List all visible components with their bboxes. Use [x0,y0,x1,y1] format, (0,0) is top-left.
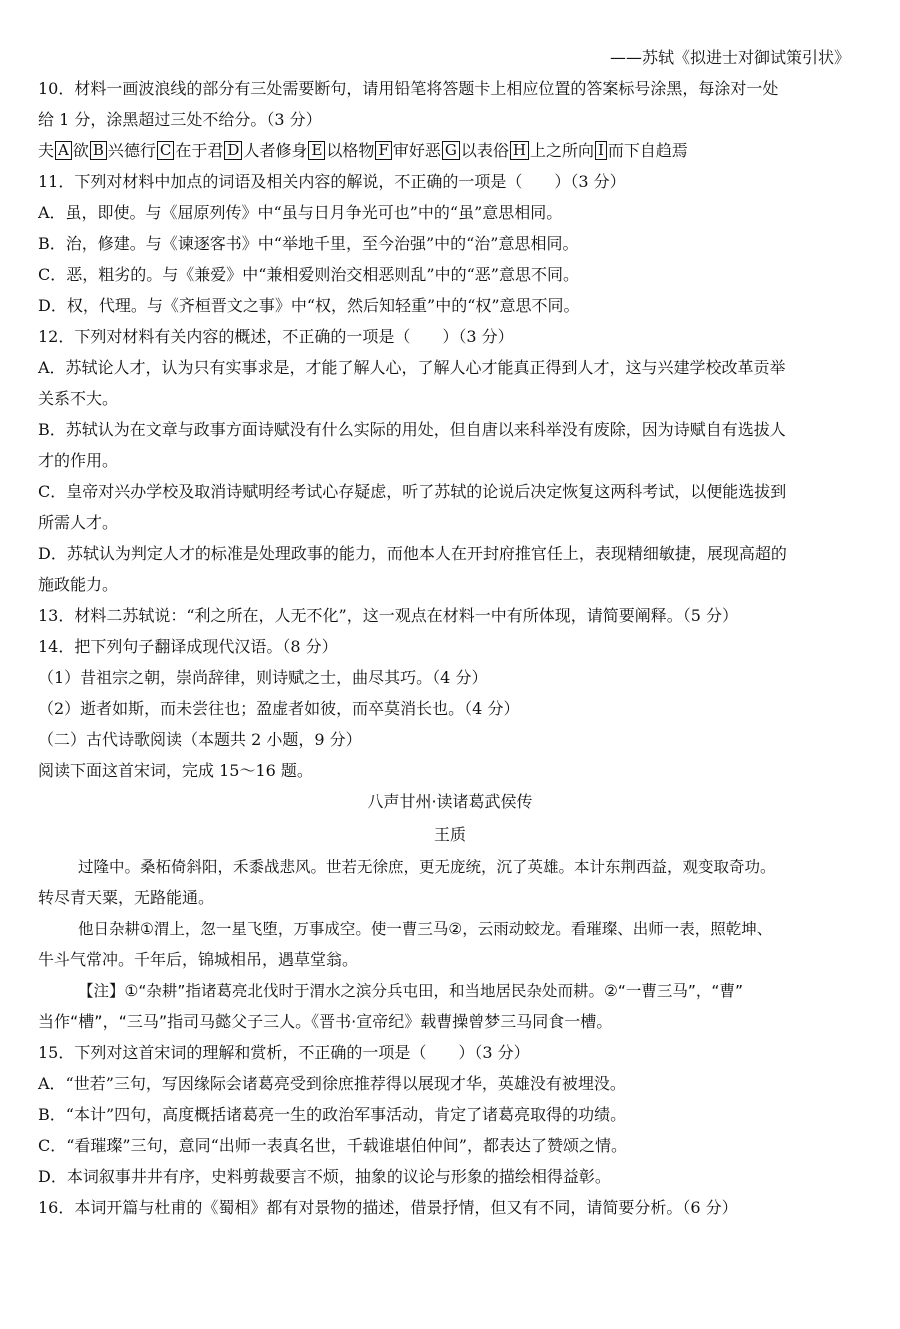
segment-1: 夫 A [38,141,73,160]
segment-2: 欲 B [73,141,108,160]
segment-9: 上之所向 I [530,141,608,160]
poem-stanza2-line2: 牛斗气常冲。千年后，锦城相吊，遇草堂翁。 [38,950,359,969]
q11-option-d: D．权，代理。与《齐桓晋文之事》中“权，然后知轻重”中的“权”意思不同。 [38,296,580,315]
mark-d[interactable]: D [224,141,242,160]
mark-h[interactable]: H [510,141,529,160]
mark-c[interactable]: C [157,141,174,160]
q11-option-b: B．治，修建。与《谏逐客书》中“举地千里，至今治强”中的“治”意思相同。 [38,234,579,253]
q15-stem: 15．下列对这首宋词的理解和赏析，不正确的一项是（ ）（3 分） [38,1043,530,1062]
poem-note-line2: 当作“槽”，“三马”指司马懿父子三人。《晋书·宣帝纪》载曹操曾梦三马同食一槽。 [38,1012,613,1031]
segment-5: 人者修身 E [243,141,326,160]
poem-author: 王质 [433,825,466,844]
q12-stem: 12．下列对材料有关内容的概述，不正确的一项是（ ）（3 分） [38,327,514,346]
poem-stanza1-line2: 转尽青天粟，无路能通。 [38,888,215,907]
q11-option-c: C．恶，粗劣的。与《兼爱》中“兼相爱则治交相恶则乱”中的“恶”意思不同。 [38,265,579,284]
reading-intro: 阅读下面这首宋词，完成 15～16 题。 [38,761,313,780]
q11-option-a: A．虽，即使。与《屈原列传》中“虽与日月争光可也”中的“虽”意思相同。 [38,203,563,222]
q11-stem: 11．下列对材料中加点的词语及相关内容的解说，不正确的一项是（ ）（3 分） [38,172,626,191]
q12-option-a-line1: A．苏轼论人才，认为只有实事求是，才能了解人心，了解人心才能真正得到人才，这与兴建学校改革贡举 [38,358,786,377]
q12-option-c-line1: C．皇帝对兴办学校及取消诗赋明经考试心存疑虑，听了苏轼的论说后决定恢复这两科考试，以便能选拔到 [38,482,787,501]
q10-line2: 给 1 分，涂黑超过三处不给分。（3 分） [38,110,322,129]
mark-g[interactable]: G [442,141,460,160]
q15-option-a: A．“世若”三句，写因缘际会诸葛亮受到徐庶推荐得以展现才华，英雄没有被埋没。 [38,1074,626,1093]
q13-stem: 13．材料二苏轼说：“利之所在，人无不化”，这一观点在材料一中有所体现，请简要阐释。（5 分） [38,606,738,625]
segment-3: 兴德行 C [108,141,176,160]
q15-option-b: B．“本计”四句，高度概括诸葛亮一生的政治军事活动，肯定了诸葛亮取得的功绩。 [38,1105,627,1124]
segment-6: 以格物 F [326,141,392,160]
q12-option-d-line2: 施政能力。 [38,575,119,594]
q12-option-d-line1: D．苏轼认为判定人才的标准是处理政事的能力，而他本人在开封府推官任上，表现精细敏捷，展现高超的 [38,544,787,563]
segment-4: 在于君 D [175,141,243,160]
segment-10: 而下自趋焉 [607,141,688,160]
q16-stem: 16．本词开篇与杜甫的《蜀相》都有对景物的描述，借景抒情，但又有不同，请简要分析。（6 分） [38,1198,738,1217]
mark-i[interactable]: I [595,141,607,160]
segment-7: 审好恶 G [393,141,461,160]
poem-stanza2-line1: 他日杂耕①渭上，忽一星飞堕，万事成空。使一曹三马②，云雨动蛟龙。看璀璨、出师一表，照乾坤、 [78,920,773,938]
mark-f[interactable]: F [375,141,391,160]
poem-title: 八声甘州·读诸葛武侯传 [367,792,533,811]
q10-segments [38,139,854,163]
q12-option-b-line1: B．苏轼认为在文章与政事方面诗赋没有什么实际的用处，但自唐以来科举没有废除，因为诗赋自有选拔人 [38,420,786,439]
q12-option-b-line2: 才的作用。 [38,451,119,470]
mark-a[interactable]: A [55,141,72,160]
q14-stem: 14．把下列句子翻译成现代汉语。（8 分） [38,637,338,656]
source-attribution: ——苏轼《拟进士对御试策引状》 [609,48,850,67]
q15-option-d: D．本词叙事井井有序，史料剪裁要言不烦，抽象的议论与形象的描绘相得益彰。 [38,1167,611,1186]
q15-option-c: C．“看璀璨”三句，意同“出师一表真名世，千载谁堪伯仲间”，都表达了赞颂之情。 [38,1136,627,1155]
poem-note-line1: 【注】①“杂耕”指诸葛亮北伐时于渭水之滨分兵屯田，和当地居民杂处而耕。②“一曹三马”，“曹” [78,982,743,1000]
poem-stanza1-line1: 过隆中。桑柘倚斜阳，禾黍战悲风。世若无徐庶，更无庞统，沉了英雄。本计东荆西益，观变取奇功。 [78,858,776,876]
mark-b[interactable]: B [90,141,107,160]
section-title: （二）古代诗歌阅读（本题共 2 小题，9 分） [38,730,362,749]
mark-e[interactable]: E [308,141,325,160]
q12-option-c-line2: 所需人才。 [38,513,119,532]
q14-sentence-2: （2）逝者如斯，而未尝往也；盈虚者如彼，而卒莫消长也。（4 分） [38,699,520,718]
q12-option-a-line2: 关系不大。 [38,389,119,408]
segment-8: 以表俗 H [461,141,530,160]
q14-sentence-1: （1）昔祖宗之朝，崇尚辞律，则诗赋之士，曲尽其巧。（4 分） [38,668,488,687]
q10-line1: 10．材料一画波浪线的部分有三处需要断句，请用铅笔将答题卡上相应位置的答案标号涂黑，每涂对一处 [38,79,779,98]
